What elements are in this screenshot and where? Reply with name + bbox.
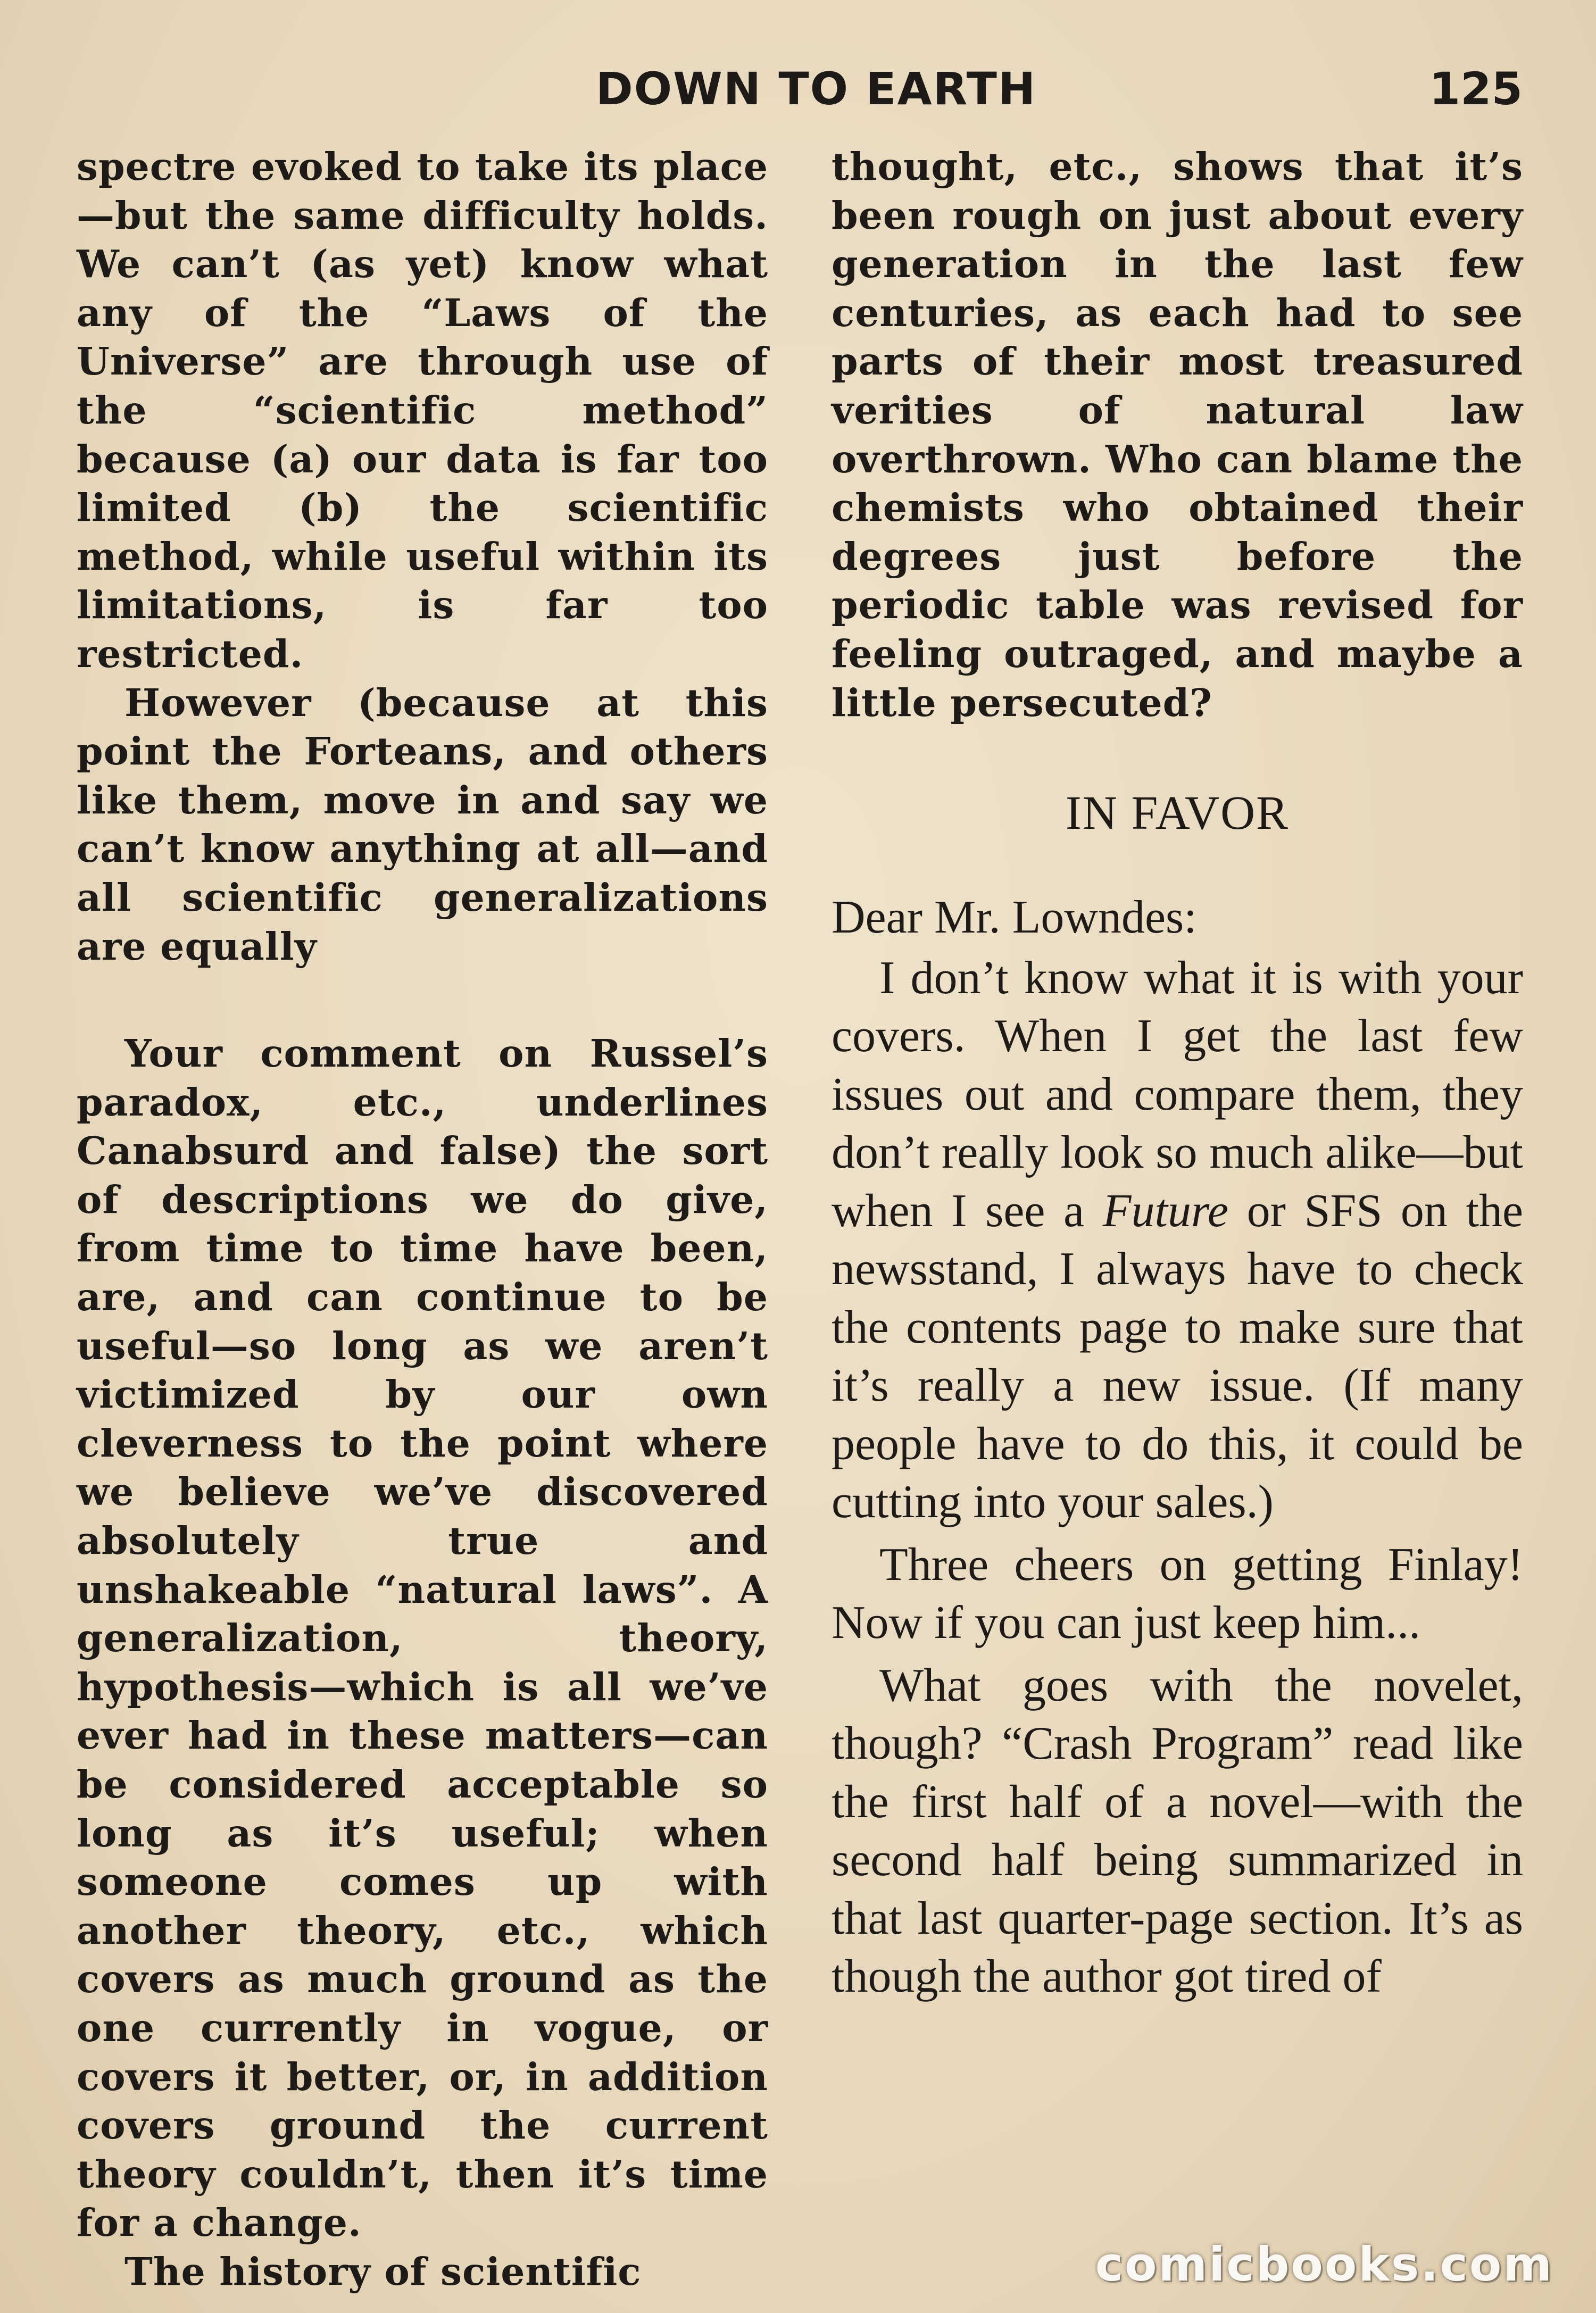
section-heading: IN FAVOR: [1065, 787, 1290, 840]
right-continued-text: [832, 143, 1523, 727]
page-number: 125: [1429, 63, 1523, 115]
right-paragraph-1: thought, etc., shows that it’s been rough on just about every generation in the last few centuries, as each had to see parts of their most treasured verities of natural law overthrown. Who can blame the chemists who obtained their degrees just before the periodic table was revised for feeling outraged, and maybe a little persecuted?: [832, 144, 1523, 725]
letter-paragraph-2: Three cheers on getting Finlay! Now if you can just keep him...: [832, 1538, 1523, 1649]
page-header: [0, 63, 1596, 121]
right-column: [832, 143, 1523, 2228]
left-paragraph-2: However (because at this point the Forteans, and others like them, move in and say we can’t know anything at all—and all scientific generalizations are equally: [77, 680, 768, 969]
running-head: DOWN TO EARTH: [596, 63, 1037, 115]
letter-paragraph-1-end: or SFS on the newsstand, I always have to check the contents page to make sure that it’s really a new issue. (If many people have to do this, it could be cutting into your sales.): [832, 1185, 1524, 1528]
magazine-title-future: Future: [1102, 1185, 1228, 1237]
letter-paragraph-3: What goes with the novelet, though? “Crash Program” read like the first half of a novel—with the second half being summarized in that last quarter-page section. It’s as though the author got tired of: [832, 1659, 1523, 2003]
letter-salutation: Dear Mr. Lowndes:: [832, 892, 1197, 944]
column-break-gap: [77, 971, 768, 1029]
left-column: [77, 143, 768, 2294]
left-paragraph-4: The history of scientific: [124, 2249, 642, 2294]
left-paragraph-1: spectre evoked to take its place—but the same difficulty holds. We can’t (as yet) know what any of the “Laws of the Universe” are through use of the “scientific method” because (a) our data is far too limited (b) the scientific method, while useful within its limitations, is far too restricted.: [77, 144, 768, 676]
letter-paragraph-1: [832, 949, 1523, 1532]
letter-body: [832, 888, 1523, 2006]
left-paragraph-3: Your comment on Russel’s paradox, etc., underlines Canabsurd and false) the sort of descriptions we do give, from time to time have been, are, and can continue to be useful—so long as we aren’t victimized by our own cleverness to the point where we believe we’ve discovered absolutely true and unshakeable “natural laws”. A generalization, theory, hypothesis—which is all we’ve ever had in these matters—can be considered acceptable so long as it’s useful; when someone comes up with another theory, etc., which covers as much ground as the one currently in vogue, or covers it better, or, in addition covers ground the current theory couldn’t, then it’s time for a change.: [77, 1031, 768, 2245]
letter-paragraph-1-start: I don’t know what it is with your covers. When I get the last few issues out and compare them, they don’t really look so much alike—but when I see a: [832, 952, 1523, 1237]
watermark: comicbooks.com: [1095, 2237, 1553, 2292]
